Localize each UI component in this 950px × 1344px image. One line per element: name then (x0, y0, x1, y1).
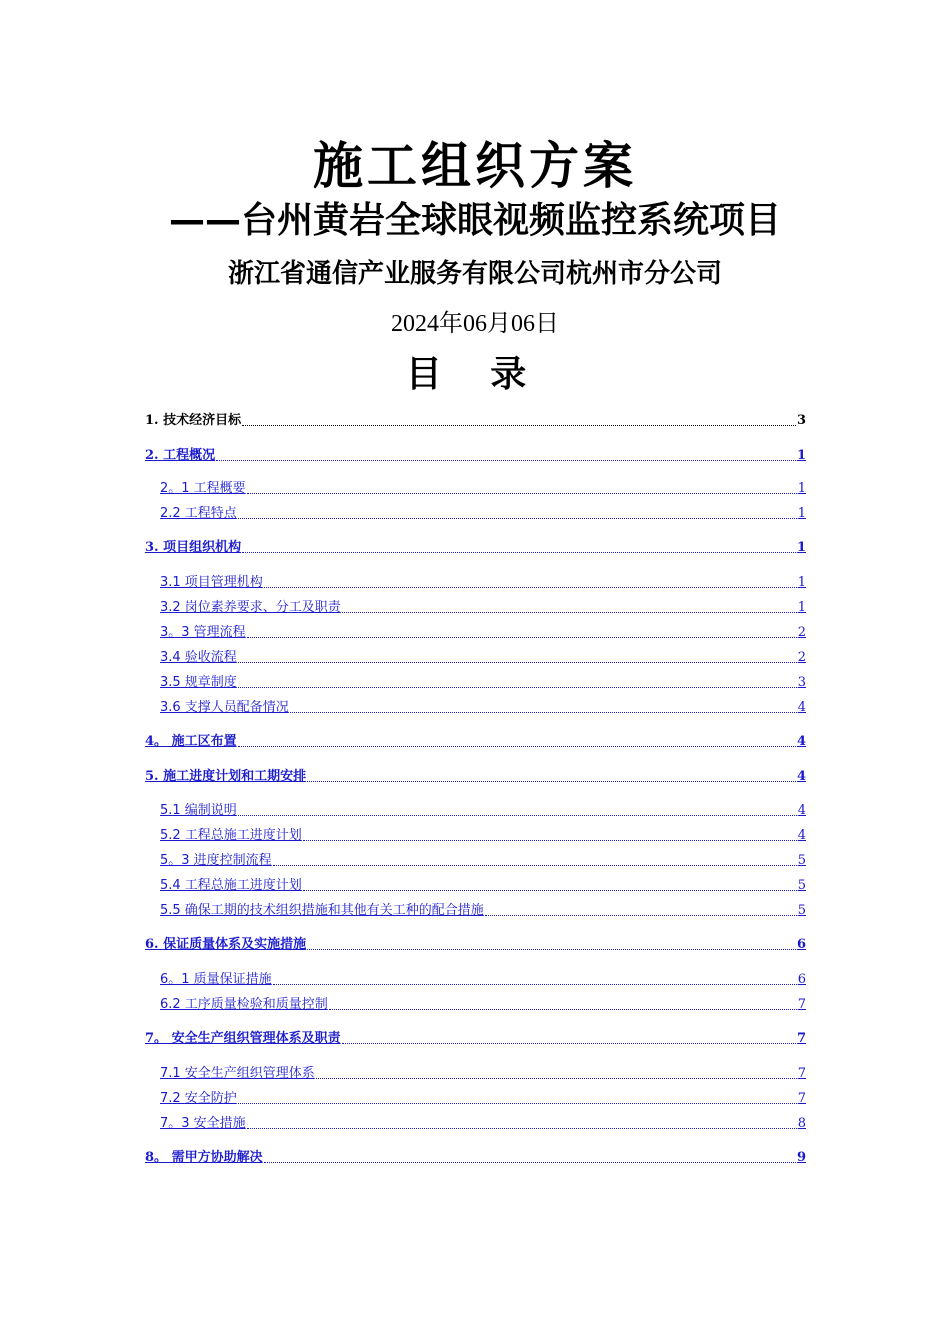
toc-entry-page-number: 4 (797, 828, 806, 843)
toc-entry-page-number: 7 (796, 1031, 806, 1046)
toc-entry-label: 7。 安全生产组织管理体系及职责 (145, 1031, 341, 1046)
toc-entry[interactable] (0, 622, 806, 642)
toc-entry-page-number: 7 (797, 1091, 806, 1106)
toc-entry-label: 3.4 验收流程 (160, 650, 237, 665)
toc-dot-leader (264, 1162, 796, 1163)
toc-entry-page-number: 6 (796, 937, 806, 952)
toc-dot-leader (238, 687, 797, 688)
toc-dot-leader (342, 1043, 796, 1044)
toc-entry-label: 6。1 质量保证措施 (160, 972, 272, 987)
toc-entry-label: 2. 工程概况 (145, 448, 216, 463)
document-title: 施工组织方案 (313, 136, 637, 195)
toc-heading: 目 录 (405, 354, 545, 395)
toc-entry[interactable] (0, 766, 806, 786)
toc-entry-page-number: 1 (796, 540, 806, 555)
toc-entry-label: 6.2 工序质量检验和质量控制 (160, 997, 328, 1012)
company-name: 浙江省通信产业服务有限公司杭州市分公司 (227, 259, 722, 289)
toc-dot-leader (307, 949, 796, 950)
toc-entry[interactable] (0, 1028, 806, 1048)
toc-entry-label: 5.1 编制说明 (160, 803, 237, 818)
toc-entry[interactable] (0, 825, 806, 845)
toc-entry[interactable] (0, 1147, 806, 1167)
toc-entry-page-number: 2 (797, 625, 806, 640)
toc-dot-leader (247, 637, 797, 638)
toc-entry-label: 2.2 工程特点 (160, 506, 237, 521)
toc-dot-leader (264, 587, 797, 588)
toc-entry[interactable] (0, 445, 806, 465)
toc-entry-label: 5.5 确保工期的技术组织措施和其他有关工种的配合措施 (160, 903, 484, 918)
toc-entry-label: 7.1 安全生产组织管理体系 (160, 1066, 315, 1081)
toc-entry[interactable] (0, 697, 806, 717)
toc-entry-page-number: 3 (797, 675, 806, 690)
toc-entry-page-number: 1 (797, 575, 806, 590)
toc-entry-label: 3.1 项目管理机构 (160, 575, 263, 590)
toc-entry-label: 5.4 工程总施工进度计划 (160, 878, 302, 893)
toc-entry[interactable] (0, 1088, 806, 1108)
toc-dot-leader (238, 746, 796, 747)
toc-dot-leader (316, 1078, 797, 1079)
toc-entry[interactable] (0, 1113, 806, 1133)
toc-entry-label: 7.2 安全防护 (160, 1091, 237, 1106)
toc-entry[interactable] (0, 731, 806, 751)
toc-dot-leader (303, 840, 797, 841)
toc-dot-leader (247, 493, 797, 494)
toc-dot-leader (216, 460, 796, 461)
toc-dot-leader (242, 552, 796, 553)
toc-entry[interactable] (0, 1063, 806, 1083)
document-date: 2024年06月06日 (391, 311, 559, 337)
toc-entry-label: 2。1 工程概要 (160, 481, 246, 496)
toc-entry-page-number: 3 (796, 413, 806, 428)
toc-entry-page-number: 4 (796, 734, 806, 749)
toc-entry-page-number: 5 (797, 878, 806, 893)
toc-entry-label: 3。3 管理流程 (160, 625, 246, 640)
toc-dot-leader (247, 1128, 797, 1129)
toc-entry[interactable] (0, 875, 806, 895)
toc-entry-page-number: 6 (797, 972, 806, 987)
toc-entry-label: 5。3 进度控制流程 (160, 853, 272, 868)
toc-entry-label: 4。 施工区布置 (145, 734, 237, 749)
toc-dot-leader (273, 984, 797, 985)
toc-entry-page-number: 5 (797, 853, 806, 868)
toc-dot-leader (342, 612, 797, 613)
toc-entry-page-number: 1 (796, 448, 806, 463)
toc-entry[interactable] (0, 934, 806, 954)
toc-entry-page-number: 5 (797, 903, 806, 918)
toc-entry-label: 6. 保证质量体系及实施措施 (145, 937, 307, 952)
toc-dot-leader (242, 425, 796, 426)
toc-entry[interactable] (0, 994, 806, 1014)
toc-dot-leader (485, 915, 797, 916)
toc-dot-leader (290, 712, 797, 713)
toc-entry-page-number: 7 (797, 1066, 806, 1081)
toc-entry (0, 410, 806, 430)
toc-dot-leader (238, 815, 797, 816)
toc-dot-leader (307, 781, 796, 782)
toc-entry-page-number: 1 (797, 600, 806, 615)
toc-dot-leader (273, 865, 797, 866)
toc-dot-leader (329, 1009, 797, 1010)
toc-entry-label: 7。3 安全措施 (160, 1116, 246, 1131)
toc-dot-leader (238, 518, 797, 519)
toc-entry-page-number: 1 (797, 506, 806, 521)
toc-entry[interactable] (0, 800, 806, 820)
toc-entry-label: 1. 技术经济目标 (145, 413, 242, 428)
toc-entry-label: 8。 需甲方协助解决 (145, 1150, 263, 1165)
toc-entry[interactable] (0, 503, 806, 523)
toc-entry[interactable] (0, 647, 806, 667)
document-subtitle: ——台州黄岩全球眼视频监控系统项目 (168, 200, 781, 241)
toc-dot-leader (303, 890, 797, 891)
toc-entry-page-number: 4 (797, 700, 806, 715)
toc-dot-leader (238, 1103, 797, 1104)
toc-entry[interactable] (0, 672, 806, 692)
toc-entry[interactable] (0, 597, 806, 617)
toc-entry[interactable] (0, 478, 806, 498)
toc-entry-label: 5. 施工进度计划和工期安排 (145, 769, 307, 784)
toc-entry[interactable] (0, 900, 806, 920)
toc-entry[interactable] (0, 572, 806, 592)
toc-entry-label: 5.2 工程总施工进度计划 (160, 828, 302, 843)
toc-entry-label: 3.2 岗位素养要求、分工及职责 (160, 600, 341, 615)
toc-entry[interactable] (0, 850, 806, 870)
toc-entry-page-number: 7 (797, 997, 806, 1012)
toc-entry-page-number: 4 (797, 803, 806, 818)
toc-entry-page-number: 1 (797, 481, 806, 496)
toc-entry-page-number: 9 (796, 1150, 806, 1165)
toc-entry-label: 3.5 规章制度 (160, 675, 237, 690)
toc-entry-page-number: 2 (797, 650, 806, 665)
toc-entry-label: 3.6 支撑人员配备情况 (160, 700, 289, 715)
toc-entry-label: 3. 项目组织机构 (145, 540, 242, 555)
toc-entry[interactable] (0, 969, 806, 989)
toc-entry[interactable] (0, 537, 806, 557)
toc-dot-leader (238, 662, 797, 663)
toc-entry-page-number: 8 (797, 1116, 806, 1131)
toc-entry-page-number: 4 (796, 769, 806, 784)
